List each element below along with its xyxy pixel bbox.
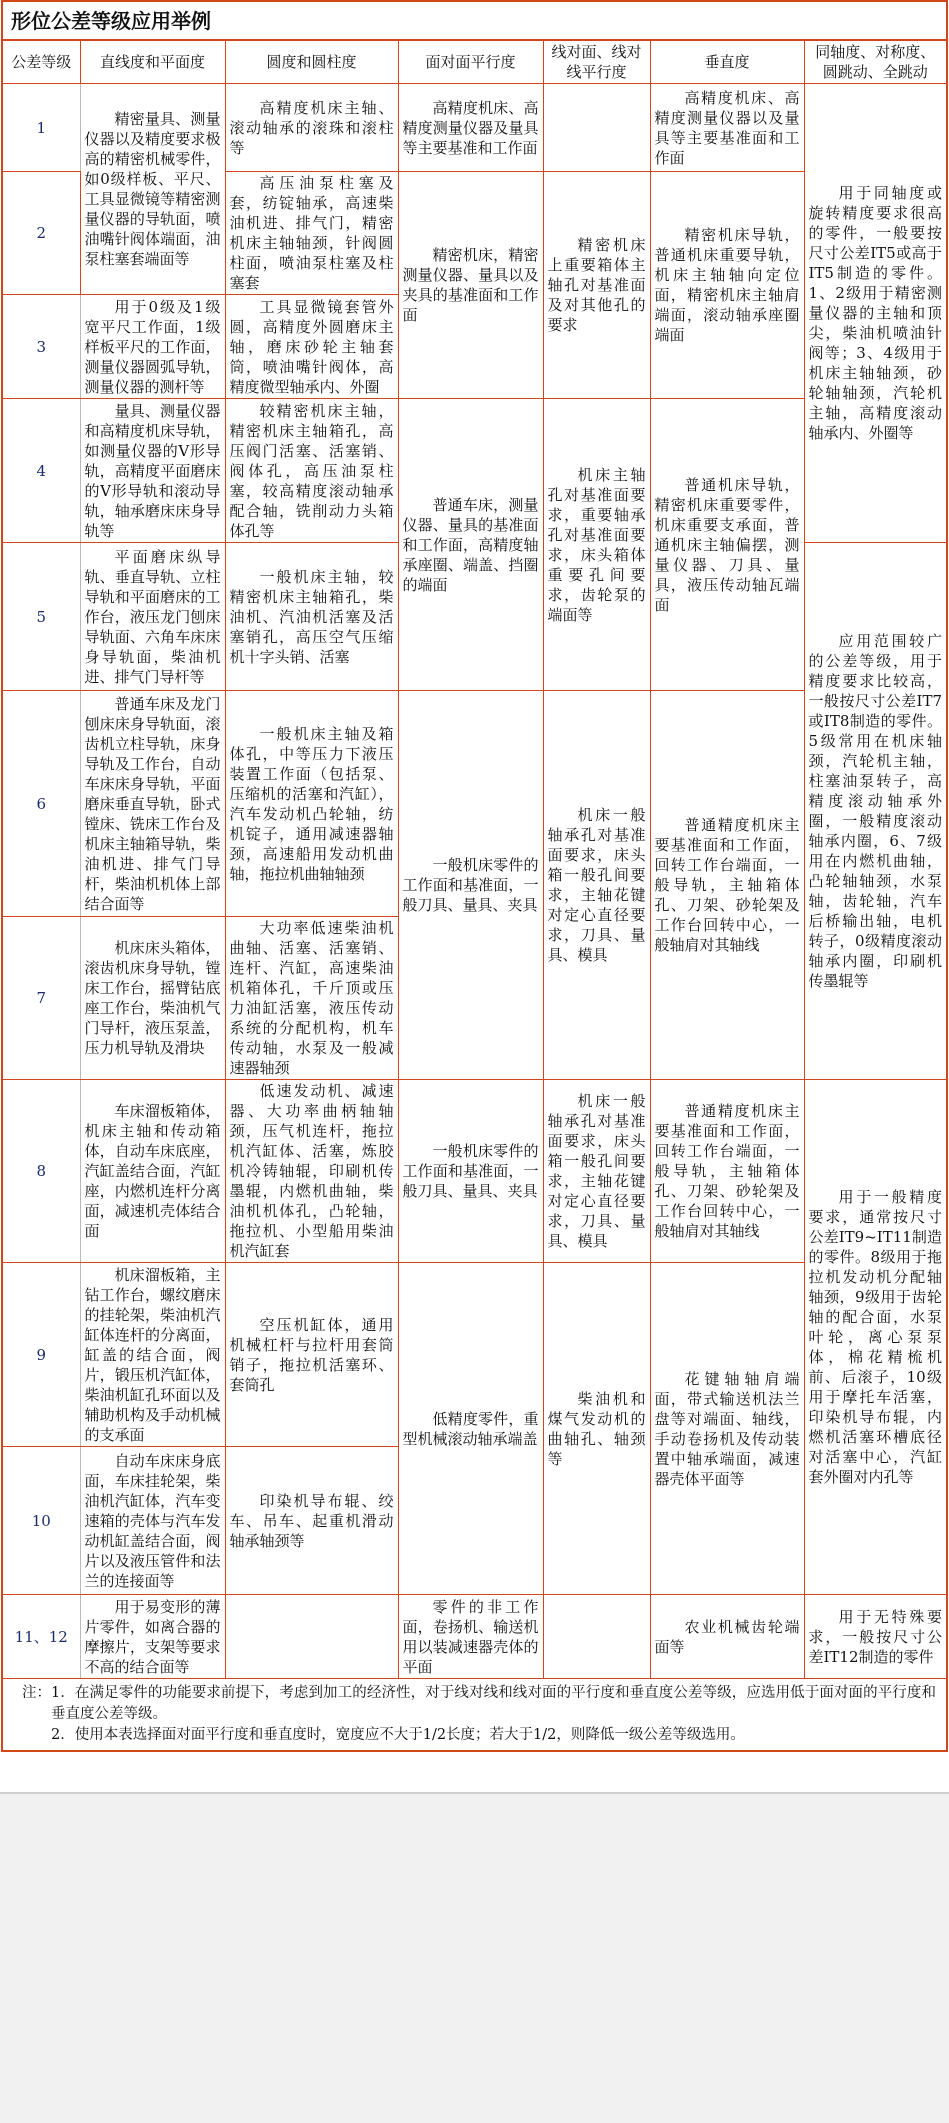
header-straightness: 直线度和平面度 xyxy=(80,40,225,84)
face-parallel-cell: 零件的非工作面，卷扬机、输送机用以装减速器壳体的平面 xyxy=(398,1595,543,1679)
coaxiality-cell: 应用范围较广的公差等级，用于精度要求比较高，一般按尺寸公差IT7或IT8制造的零件。5级常用在机床轴颈，汽轮机主轴，柱塞油泵转子，高精度滚动轴承外圈，一般精度滚动轴承内圈，6、7级用在内燃机曲轴，凸轮轴轴颈，水泵轴，齿轮轴，汽车后桥输出轴，电机转子，0级精度滚动轴承内圈，印刷机传墨辊等 xyxy=(804,543,947,1080)
roundness-cell: 低速发动机、减速器、大功率曲柄轴轴颈，压气机连杆，拖拉机汽缸体、活塞，炼胶机冷铸轴辊，印刷机传墨辊，内燃机曲轴，柴油机机体孔，凸轮轴，拖拉机、小型船用柴油机汽缸套 xyxy=(225,1080,398,1263)
line-parallel-cell: 机床一般轴承孔对基准面要求，床头箱一般孔间要求，主轴花键对定心直径要求，刀具、量具、模具 xyxy=(543,1080,650,1263)
header-roundness: 圆度和圆柱度 xyxy=(225,40,398,84)
header-grade: 公差等级 xyxy=(2,40,80,84)
straightness-cell: 机床床头箱体，滚齿机床身导轨，镗床工作台，摇臂钻底座工作台，柴油机气门导杆，液压泵盖，压力机导轨及滑块 xyxy=(80,917,225,1080)
grade-cell: 2 xyxy=(2,172,80,295)
coaxiality-cell: 用于同轴度或旋转精度要求很高的零件，一般要按尺寸公差IT5或高于IT5制造的零件。1、2级用于精密测量仪器的主轴和顶尖，柴油机喷油针阀等；3、4级用于机床主轴轴颈，砂轮轴轴颈，汽轮机主轴，高精度滚动轴承内、外圈等 xyxy=(804,84,947,543)
grade-cell: 11、12 xyxy=(2,1595,80,1679)
straightness-cell: 自动车床床身底面，车床挂轮架，柴油机汽缸体，汽车变速箱的壳体与汽车发动机缸盖结合面，阀片以及液压管件和法兰的连接面等 xyxy=(80,1447,225,1595)
line-parallel-cell: 机床主轴孔对基准面要求，重要轴承孔对基准面要求，床头箱体重要孔间要求，齿轮泵的端面等 xyxy=(543,399,650,691)
header-face-parallel: 面对面平行度 xyxy=(398,40,543,84)
face-parallel-cell: 精密机床，精密测量仪器、量具以及夹具的基准面和工作面 xyxy=(398,172,543,399)
perpendicularity-cell: 精密机床导轨，普通机床重要导轨，机床主轴轴向定位面，精密机床主轴肩端面，滚动轴承座圈端面 xyxy=(650,172,804,399)
face-parallel-cell: 一般机床零件的工作面和基准面，一般刀具、量具、夹具 xyxy=(398,1080,543,1263)
tolerance-grade-table xyxy=(1,0,948,1752)
roundness-cell: 一般机床主轴及箱体孔，中等压力下液压装置工作面（包括泵、压缩机的活塞和汽缸），汽车发动机凸轮轴，纺机锭子，通用减速器轴颈，高速船用发动机曲轴，拖拉机曲轴轴颈 xyxy=(225,691,398,917)
roundness-cell: 工具显微镜套管外圆，高精度外圆磨床主轴，磨床砂轮主轴套筒，喷油嘴针阀体，高精度微型轴承内、外圈 xyxy=(225,295,398,399)
header-coaxiality: 同轴度、对称度、圆跳动、全跳动 xyxy=(804,40,947,84)
straightness-cell: 用于易变形的薄片零件，如离合器的摩擦片，支架等要求不高的结合面等 xyxy=(80,1595,225,1679)
straightness-cell: 普通车床及龙门刨床床身导轨面，滚齿机立柱导轨，床身导轨及工作台，自动车床床身导轨，平面磨床垂直导轨，卧式镗床、铣床工作台及机床主轴箱导轨，柴油机进、排气门导杆，柴油机机体上部结合面等 xyxy=(80,691,225,917)
straightness-cell: 用于0级及1级宽平尺工作面，1级样板平尺的工作面，测量仪器圆弧导轨，测量仪器的测杆等 xyxy=(80,295,225,399)
header-perpendicularity: 垂直度 xyxy=(650,40,804,84)
notes xyxy=(2,1679,947,1752)
table-row xyxy=(2,1080,947,1263)
grade-cell: 9 xyxy=(2,1263,80,1447)
roundness-cell: 较精密机床主轴，精密机床主轴箱孔，高压阀门活塞、活塞销、阀体孔，高压油泵柱塞，较高精度滚动轴承配合轴，铣削动力头箱体孔等 xyxy=(225,399,398,543)
line-parallel-cell: 精密机床上重要箱体主轴孔对基准面及对其他孔的要求 xyxy=(543,172,650,399)
roundness-cell: 一般机床主轴，较精密机床主轴箱孔，柴油机、汽油机活塞及活塞销孔，高压空气压缩机十字头销、活塞 xyxy=(225,543,398,691)
coaxiality-cell: 用于无特殊要求，一般按尺寸公差IT12制造的零件 xyxy=(804,1595,947,1679)
grade-cell: 3 xyxy=(2,295,80,399)
line-parallel-cell-empty xyxy=(543,1595,650,1679)
page-footer-band xyxy=(0,1792,949,2123)
face-parallel-cell: 高精度机床、高精度测量仪器及量具等主要基准和工作面 xyxy=(398,84,543,172)
grade-cell: 7 xyxy=(2,917,80,1080)
perpendicularity-cell: 普通精度机床主要基准面和工作面，回转工作台端面，一般导轨，主轴箱体孔、刀架、砂轮架及工作台回转中心，一般轴肩对其轴线 xyxy=(650,1080,804,1263)
header-line-parallel: 线对面、线对线平行度 xyxy=(543,40,650,84)
roundness-cell: 高压油泵柱塞及套，纺锭轴承，高速柴油机进、排气门，精密机床主轴轴颈，针阀圆柱面，喷油泵柱塞及柱塞套 xyxy=(225,172,398,295)
coaxiality-cell: 用于一般精度要求，通常按尺寸公差IT9~IT11制造的零件。8级用于拖拉机发动机分配轴轴颈，9级用于齿轮轴的配合面，水泵叶轮，离心泵泵体，棉花精梳机前、后滚子，10级用于摩托车活塞，印染机导布辊，内燃机活塞环槽底径对活塞中心，汽缸套外圈对内孔等 xyxy=(804,1080,947,1595)
line-parallel-cell: 柴油机和煤气发动机的曲轴孔、轴颈等 xyxy=(543,1263,650,1595)
grade-cell: 8 xyxy=(2,1080,80,1263)
perpendicularity-cell: 普通精度机床主要基准面和工作面，回转工作台端面，一般导轨，主轴箱体孔、刀架、砂轮架及工作台回转中心，一般轴肩对其轴线 xyxy=(650,691,804,1080)
face-parallel-cell: 低精度零件，重型机械滚动轴承端盖 xyxy=(398,1263,543,1595)
grade-cell: 4 xyxy=(2,399,80,543)
note-item: 1．在满足零件的功能要求前提下，考虑到加工的经济性，对于线对线和线对面的平行度和垂直度公差等级，应选用低于面对面的平行度和垂直度公差等级。 xyxy=(51,1685,937,1722)
roundness-cell: 大功率低速柴油机曲轴、活塞、活塞销、连杆、汽缸，高速柴油机箱体孔，千斤顶或压力油缸活塞，液压传动系统的分配机构，机车传动轴，水泵及一般减速器轴颈 xyxy=(225,917,398,1080)
straightness-cell: 平面磨床纵导轨、垂直导轨、立柱导轨和平面磨床的工作台，液压龙门刨床导轨面、六角车床床身导轨面，柴油机进、排气门导杆等 xyxy=(80,543,225,691)
grade-cell: 6 xyxy=(2,691,80,917)
roundness-cell: 印染机导布辊、绞车、吊车、起重机滑动轴承轴颈等 xyxy=(225,1447,398,1595)
grade-cell: 5 xyxy=(2,543,80,691)
line-parallel-cell-empty xyxy=(543,84,650,172)
grade-cell: 10 xyxy=(2,1447,80,1595)
notes-prefix: 注： xyxy=(22,1685,51,1701)
perpendicularity-cell: 农业机械齿轮端面等 xyxy=(650,1595,804,1679)
straightness-cell: 量具、测量仪器和高精度机床导轨，如测量仪器的V形导轨，高精度平面磨床的V形导轨和滚动导轨，轴承磨床床身导轨等 xyxy=(80,399,225,543)
note-item: 2．使用本表选择面对面平行度和垂直度时，宽度应不大于1/2长度；若大于1/2，则降低一级公差等级选用。 xyxy=(51,1727,745,1743)
notes-row xyxy=(2,1679,947,1752)
table-row xyxy=(2,1595,947,1679)
roundness-cell-empty xyxy=(225,1595,398,1679)
straightness-cell: 车床溜板箱体，机床主轴和传动箱体，自动车床底座，汽缸盖结合面，汽缸座，内燃机连杆分离面，减速机壳体结合面 xyxy=(80,1080,225,1263)
roundness-cell: 高精度机床主轴、滚动轴承的滚珠和滚柱等 xyxy=(225,84,398,172)
line-parallel-cell: 机床一般轴承孔对基准面要求，床头箱一般孔间要求，主轴花键对定心直径要求，刀具、量具、模具 xyxy=(543,691,650,1080)
face-parallel-cell: 普通车床，测量仪器、量具的基准面和工作面，高精度轴承座圈、端盖、挡圈的端面 xyxy=(398,399,543,691)
grade-cell: 1 xyxy=(2,84,80,172)
perpendicularity-cell: 普通机床导轨，精密机床重要零件，机床重要支承面，普通机床主轴偏摆，测量仪器、刀具、量具，液压传动轴瓦端面 xyxy=(650,399,804,691)
face-parallel-cell: 一般机床零件的工作面和基准面，一般刀具、量具、夹具 xyxy=(398,691,543,1080)
straightness-cell: 机床溜板箱，主钻工作台，螺纹磨床的挂轮架，柴油机汽缸体连杆的分离面，缸盖的结合面，阀片，锻压机汽缸体，柴油机缸孔环面以及辅助机构及手动机械的支承面 xyxy=(80,1263,225,1447)
table-row xyxy=(2,84,947,172)
page-title: 形位公差等级应用举例 xyxy=(2,1,947,40)
roundness-cell: 空压机缸体，通用机械杠杆与拉杆用套筒销子，拖拉机活塞环、套筒孔 xyxy=(225,1263,398,1447)
perpendicularity-cell: 花键轴轴肩端面，带式输送机法兰盘等对端面、轴线，手动卷扬机及传动装置中轴承端面，减速器壳体平面等 xyxy=(650,1263,804,1595)
perpendicularity-cell: 高精度机床、高精度测量仪器以及量具等主要基准面和工作面 xyxy=(650,84,804,172)
header-row xyxy=(2,40,947,84)
straightness-cell: 精密量具、测量仪器以及精度要求极高的精密机械零件，如0级样板、平尺、工具显微镜等精密测量仪器的导轨面，喷油嘴针阀体端面，油泵柱塞套端面等 xyxy=(80,84,225,295)
